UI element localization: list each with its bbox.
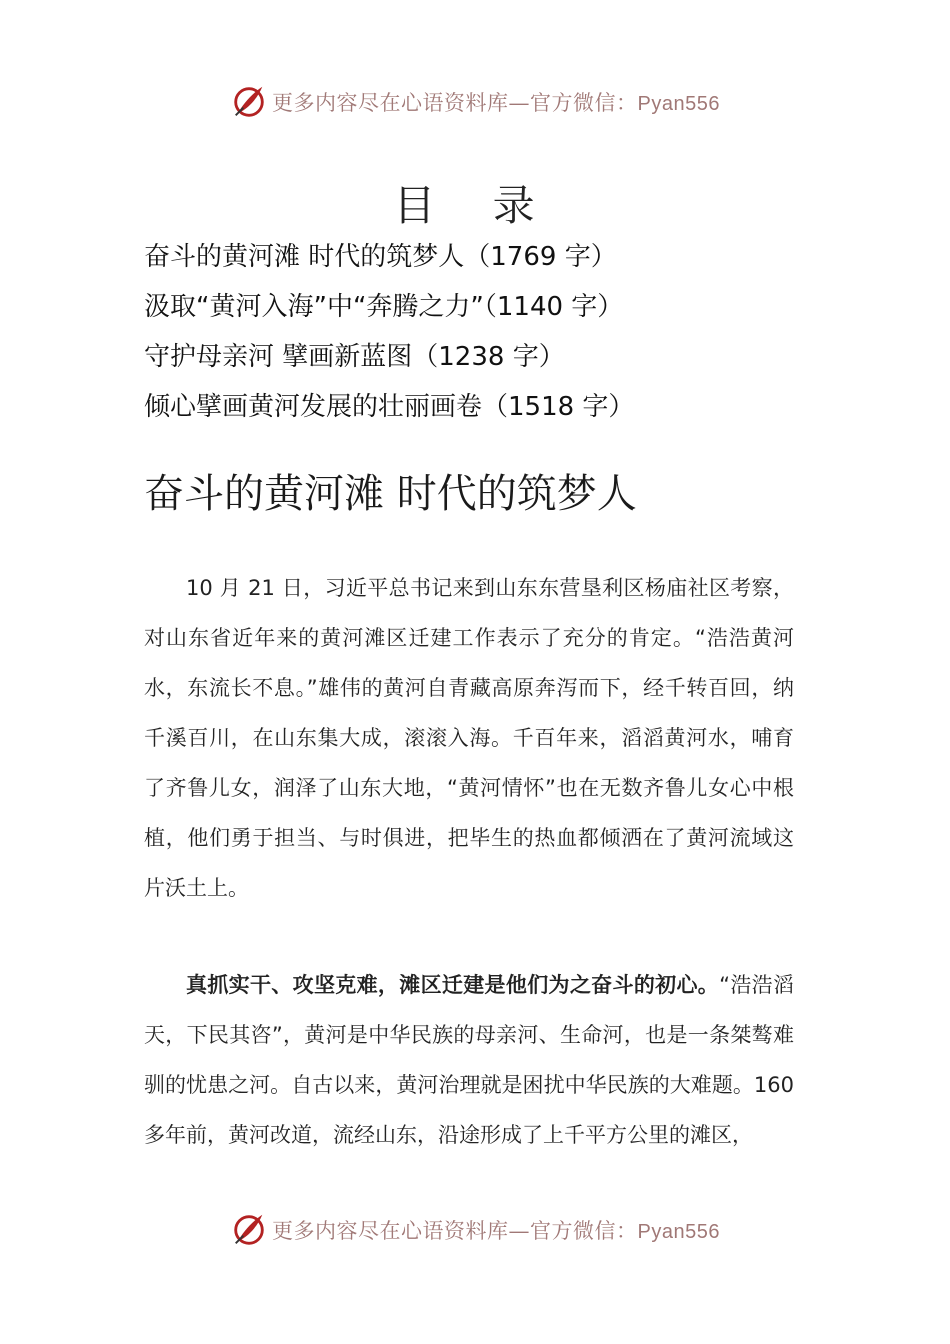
banner-text: 更多内容尽在心语资料库—官方微信：Pyan556 [272,1219,720,1243]
header-banner [0,80,950,124]
feather-pen-icon [230,83,268,121]
toc-title: 目 录 [393,181,557,230]
toc-item[interactable]: 奋斗的黄河滩 时代的筑梦人（1769 字） [144,242,617,272]
paragraph [144,960,794,1160]
banner-text: 更多内容尽在心语资料库—官方微信：Pyan556 [272,91,720,115]
paragraph-body: “浩浩滔天，下民其咨”，黄河是中华民族的母亲河、生命河，也是一条桀骜难驯的忧患之河。自古以来，黄河治理就是困扰中华民族的大难题。160 多年前，黄河改道，流经山东，沿途形成了上千平方公里的滩区， [144,973,794,1147]
toc-item[interactable]: 守护母亲河 擘画新蓝图（1238 字） [144,342,565,372]
feather-pen-icon [230,1211,268,1249]
paragraph: 10 月 21 日，习近平总书记来到山东东营垦利区杨庙社区考察，对山东省近年来的黄河滩区迁建工作表示了充分的肯定。“浩浩黄河水，东流长不息。”雄伟的黄河自青藏高原奔泻而下，经千转百回，纳千溪百川，在山东集大成，滚滚入海。千百年来，滔滔黄河水，哺育了齐鲁儿女，润泽了山东大地，“黄河情怀”也在无数齐鲁儿女心中根植，他们勇于担当、与时俱进，把毕生的热血都倾洒在了黄河流域这片沃土上。 [144,576,794,900]
footer-banner [0,1208,950,1252]
toc-item[interactable]: 汲取“黄河入海”中“奔腾之力”（1140 字） [144,292,624,322]
paragraph-lead: 真抓实干、攻坚克难，滩区迁建是他们为之奋斗的初心。 [186,973,720,997]
toc-item[interactable]: 倾心擘画黄河发展的壮丽画卷（1518 字） [144,392,635,422]
toc-list [144,232,844,432]
article-heading: 奋斗的黄河滩 时代的筑梦人 [144,471,637,517]
